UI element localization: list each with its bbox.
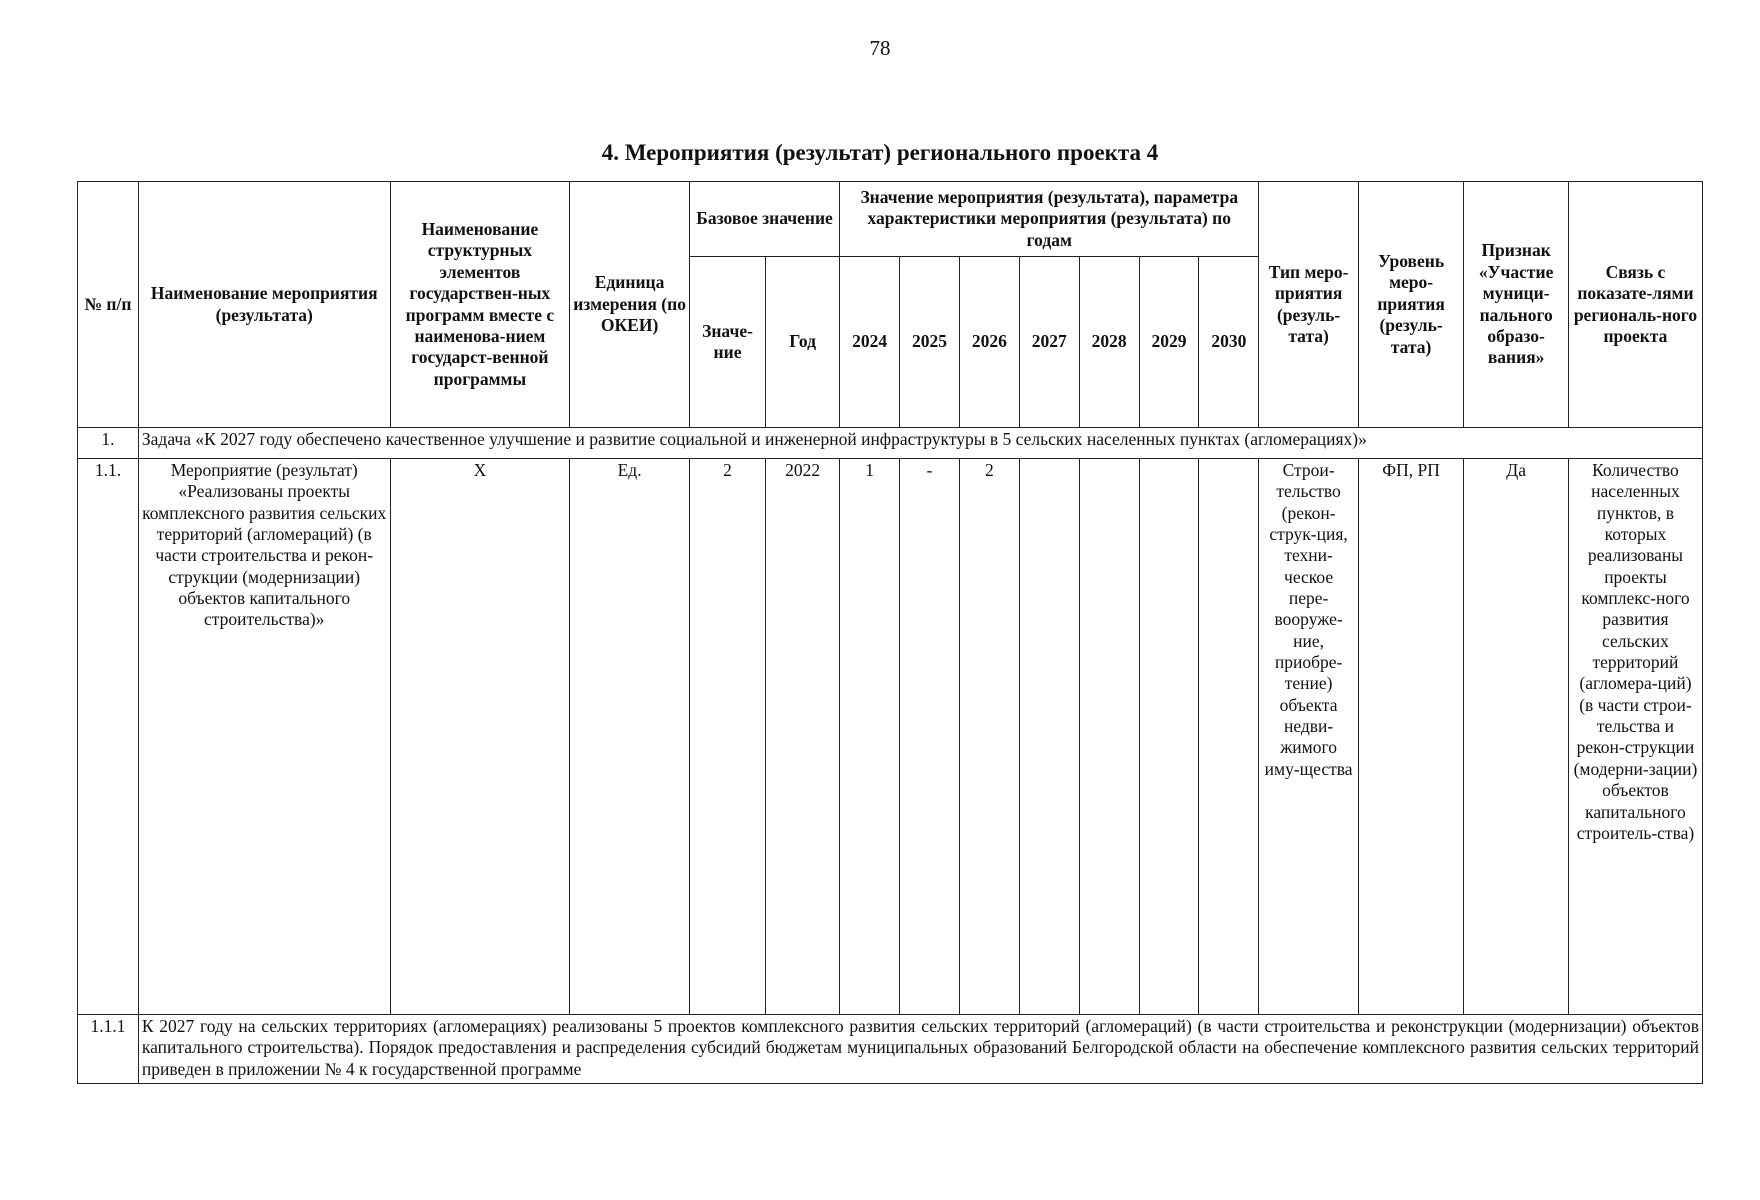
row-base-value: 2 <box>689 459 765 1015</box>
row-number: 1.1. <box>78 459 139 1015</box>
row-value-2029 <box>1139 459 1199 1015</box>
header-structural-elements: Наименование структурных элементов государствен-ных программ вместе с наименова-нием государст-венной программы <box>390 182 570 428</box>
task-text: Задача «К 2027 году обеспечено качественное улучшение и развитие социальной и инженерной инфраструктуры в 5 сельских населенных пунктах (агломерациях)» <box>138 428 1702 459</box>
row-value-2026: 2 <box>959 459 1019 1015</box>
header-municipal-participation: Признак «Участие муници-пального образо-вания» <box>1464 182 1569 428</box>
header-event-type: Тип меро-приятия (резуль-тата) <box>1259 182 1358 428</box>
header-unit: Единица измерения (по ОКЕИ) <box>570 182 690 428</box>
row-value-2027 <box>1019 459 1079 1015</box>
row-value-2028 <box>1079 459 1139 1015</box>
row-municipal-participation: Да <box>1464 459 1569 1015</box>
task-row <box>78 428 1703 459</box>
footnote-row <box>78 1015 1703 1084</box>
task-number: 1. <box>78 428 139 459</box>
section-title: 4. Мероприятия (результат) регионального проекта 4 <box>601 140 1159 165</box>
header-event-name: Наименование мероприятия (результата) <box>138 182 390 428</box>
row-link-indicators: Количество населенных пунктов, в которых реализованы проекты комплекс-ного развития сельских территорий (агломера-ций) (в части строи-тельства и рекон-струкции (модерни-зации) объектов капитального строитель-ства) <box>1568 459 1702 1015</box>
header-year-2028: 2028 <box>1079 257 1139 428</box>
header-year-2025: 2025 <box>900 257 960 428</box>
events-table <box>77 181 1703 1084</box>
header-event-level: Уровень меро-приятия (резуль-тата) <box>1358 182 1464 428</box>
header-base-year: Год <box>766 257 840 428</box>
row-event-level: ФП, РП <box>1358 459 1464 1015</box>
row-event-type: Строи-тельство (рекон-струк-ция, техни-ческое пере-вооруже-ние, приобре-тение) объекта недви-жимого иму-щества <box>1259 459 1358 1015</box>
header-year-2029: 2029 <box>1139 257 1199 428</box>
header-year-2027: 2027 <box>1019 257 1079 428</box>
row-value-2025: - <box>900 459 960 1015</box>
footnote-text: К 2027 году на сельских территориях (агломерациях) реализованы 5 проектов комплексного развития сельских территорий (агломераций) (в части строительства и реконструкции (модернизации) объектов капитального строительства). Порядок предоставления и распределения субсидий бюджетам муниципальных образований Белгородской области на обеспечение комплексного развития сельских территорий приведен в приложении № 4 к государственной программе <box>138 1015 1702 1084</box>
row-value-2024: 1 <box>840 459 900 1015</box>
header-link-indicators: Связь с показате-лями региональ-ного проекта <box>1568 182 1702 428</box>
header-number: № п/п <box>78 182 139 428</box>
header-year-2024: 2024 <box>840 257 900 428</box>
row-value-2030 <box>1199 459 1259 1015</box>
header-year-2030: 2030 <box>1199 257 1259 428</box>
header-base-value: Базовое значение <box>689 182 839 257</box>
row-base-year: 2022 <box>766 459 840 1015</box>
header-row-1 <box>78 182 1703 257</box>
row-structural-element: Х <box>390 459 570 1015</box>
header-base-value-amount: Значе-ние <box>689 257 765 428</box>
header-values-by-year: Значение мероприятия (результата), параметра характеристики мероприятия (результата) по годам <box>840 182 1259 257</box>
row-unit: Ед. <box>570 459 690 1015</box>
page-number: 78 <box>869 36 891 60</box>
footnote-number: 1.1.1 <box>78 1015 139 1084</box>
row-event-name: Мероприятие (результат) «Реализованы проекты комплексного развития сельских территорий (агломераций) (в части строительства и рекон-струкции (модернизации) объектов капитального строительства)» <box>138 459 390 1015</box>
table-row <box>78 459 1703 1015</box>
header-year-2026: 2026 <box>959 257 1019 428</box>
